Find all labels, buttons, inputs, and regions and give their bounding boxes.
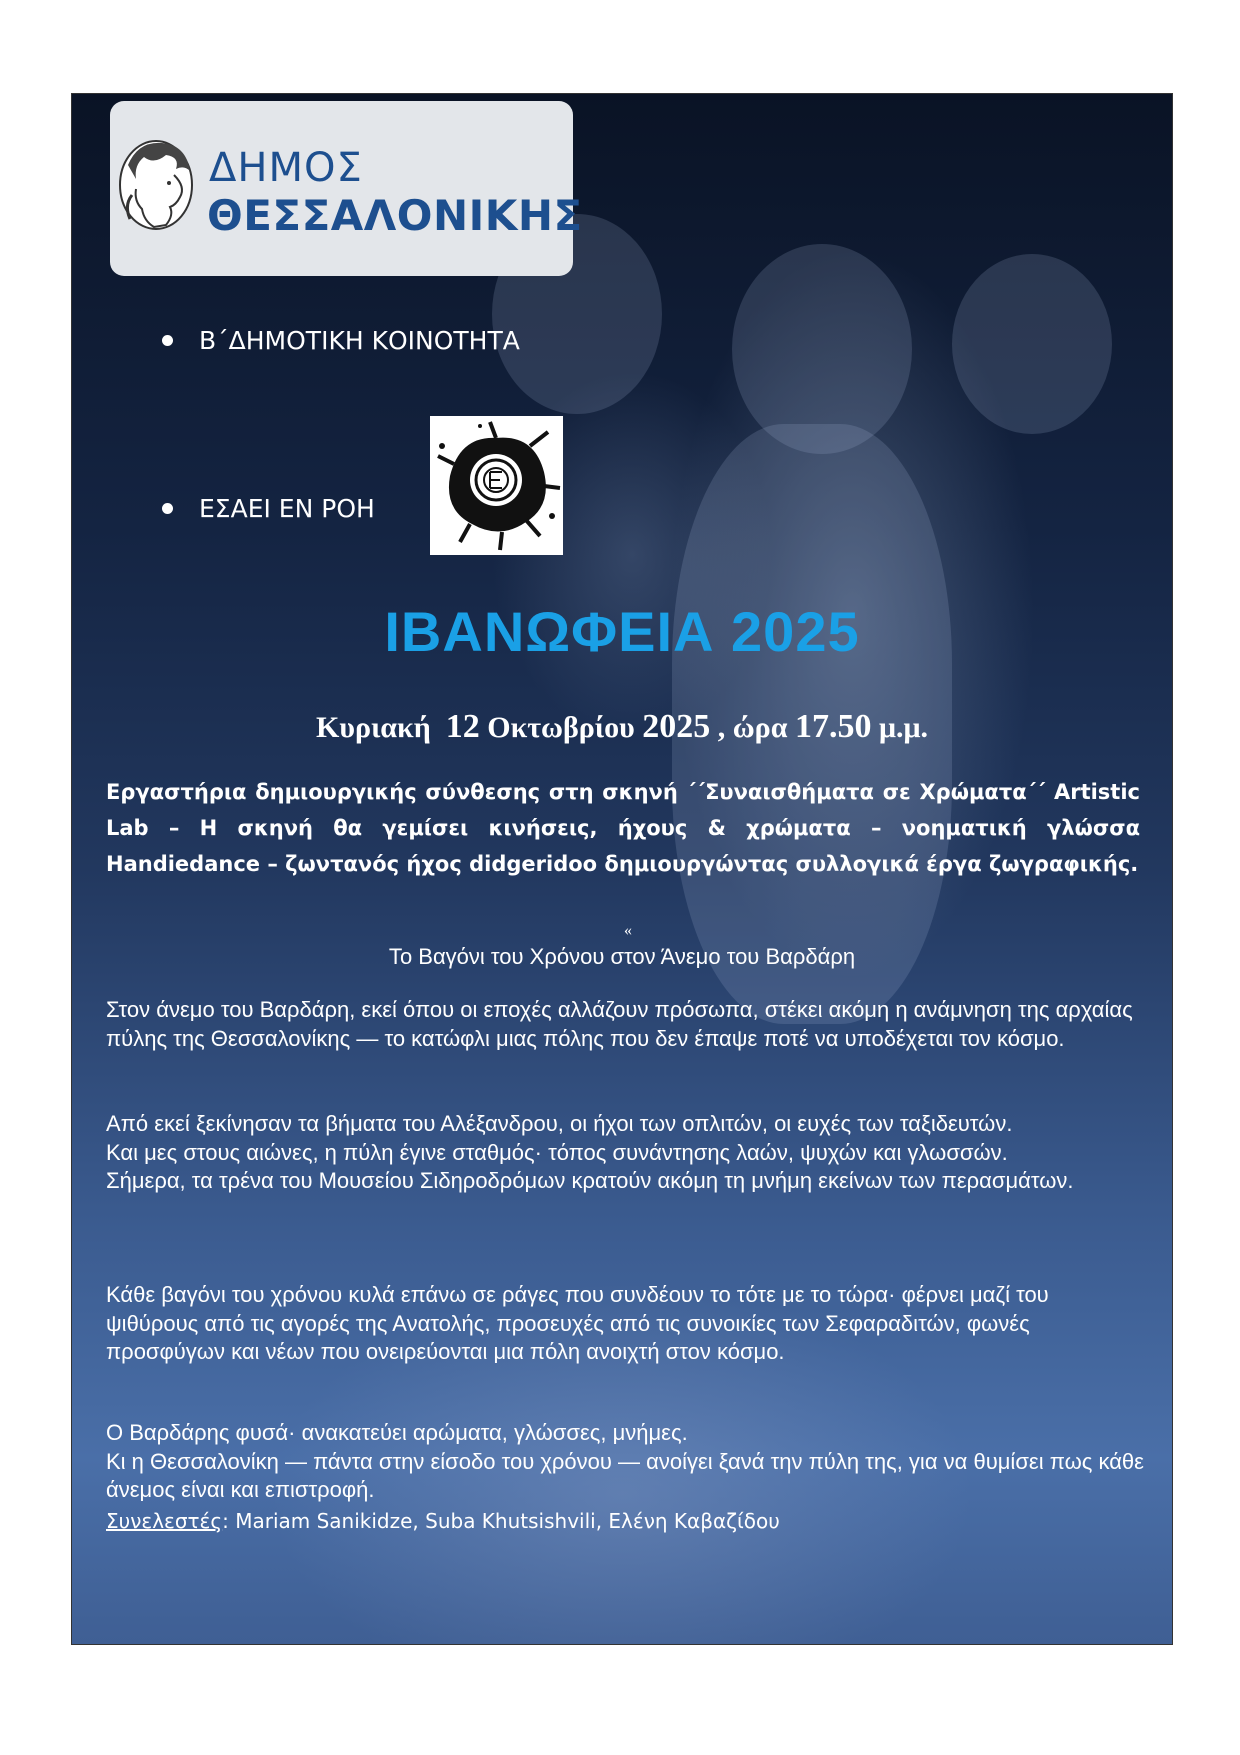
story-paragraph-3: [106, 1281, 1146, 1367]
logo-line1: ΔΗΜΟΣ: [209, 145, 363, 191]
event-title: ΙΒΑΝΩΦΕΙΑ 2025: [384, 600, 860, 663]
story-paragraph-4: [106, 1419, 1146, 1505]
date-time: 17.50: [794, 708, 872, 745]
event-date: [72, 708, 1172, 746]
background-figure: [952, 254, 1112, 434]
date-day: Κυριακή: [316, 711, 431, 744]
quote-mark: «: [624, 922, 632, 939]
bullet-community: [162, 326, 520, 355]
story-text: Κάθε βαγόνι του χρόνου κυλά επάνω σε ράγες που συνδέουν το τότε με το τώρα· φέρνει μαζί του ψιθύρους από τις αγορές της Ανατολής, προσευχές από τις συνοικίες των Σεφαραδιτών, φωνές προσφύγων και νέων που ονειρεύονται μια πόλη ανοιχτή στον κόσμο.: [106, 1282, 1049, 1364]
story-text: Ο Βαρδάρης φυσά· ανακατεύει αρώματα, γλώσσες, μνήμες.: [106, 1420, 688, 1445]
story-text: Από εκεί ξεκίνησαν τα βήματα του Αλέξανδρου, οι ήχοι των οπλιτών, οι ευχές των ταξιδευτών.: [106, 1111, 1013, 1136]
bullet-label: ΕΣΑΕΙ ΕΝ ΡΟΗ: [199, 494, 375, 523]
date-suffix: μ.μ.: [878, 711, 928, 744]
bullet-label: Β΄ΔΗΜΟΤΙΚΗ ΚΟΙΝΟΤΗΤΑ: [199, 326, 520, 355]
logo-line2: ΘΕΣΣΑΛΟΝΙΚΗΣ: [207, 191, 583, 240]
story-title: Το Βαγόνι του Χρόνου στον Άνεμο του Βαρδάρη: [388, 944, 856, 969]
alexander-head-icon: [114, 135, 198, 235]
story-text: Στον άνεμο του Βαρδάρη, εκεί όπου οι εποχές αλλάζουν πρόσωπα, στέκει ακόμη η ανάμνηση της αρχαίας πύλης της Θεσσαλονίκης — το κατώφλι μιας πόλης που δεν έπαψε ποτέ να υποδέχεται τον κόσμο.: [106, 997, 1133, 1051]
municipality-logo: [110, 101, 583, 276]
credits-names: : Mariam Sanikidze, Suba Khutsishvili, Ελένη Καβαζίδου: [222, 1509, 780, 1533]
ink-splash-icon: [430, 416, 563, 555]
esaei-logo: [430, 416, 563, 555]
workshop-description: Εργαστήρια δημιουργικής σύνθεσης στη σκηνή ΄΄Συναισθήματα σε Χρώματα΄΄ Artistic Lab – Η σκηνή θα γεμίσει κινήσεις, ήχους & χρώματα – νοηματική γλώσσα Handiedance – ζωντανός ήχος didgeridoo δημιουργώντας συλλογικά έργα ζωγραφικής.: [106, 780, 1140, 876]
bullet-dot-icon: [162, 335, 173, 346]
bullet-dot-icon: [162, 503, 173, 514]
date-num: 12: [445, 708, 480, 745]
story-text: Σήμερα, τα τρένα του Μουσείου Σιδηροδρόμων κρατούν ακόμη τη μνήμη εκείνων των περασμάτων.: [106, 1168, 1074, 1193]
background-figure: [732, 244, 912, 454]
bullet-esaei: [162, 494, 375, 523]
credits-label: Συνελεστές: [106, 1509, 223, 1533]
story-text: Κι η Θεσσαλονίκη — πάντα στην είσοδο του χρόνου — ανοίγει ξανά την πύλη της, για να θυμίσει πως κάθε άνεμος είναι και επιστροφή.: [106, 1448, 1144, 1502]
credits: [106, 1509, 780, 1533]
date-month: Οκτωβρίου: [487, 711, 635, 744]
date-time-label: , ώρα: [717, 711, 788, 744]
story-paragraph-1: [106, 996, 1146, 1053]
story-paragraph-2: [106, 1110, 1146, 1196]
poster: [72, 94, 1172, 1644]
date-year: 2025: [642, 708, 711, 745]
story-text: Και μες στους αιώνες, η πύλη έγινε σταθμός· τόπος συνάντησης λαών, ψυχών και γλωσσών.: [106, 1139, 1008, 1165]
